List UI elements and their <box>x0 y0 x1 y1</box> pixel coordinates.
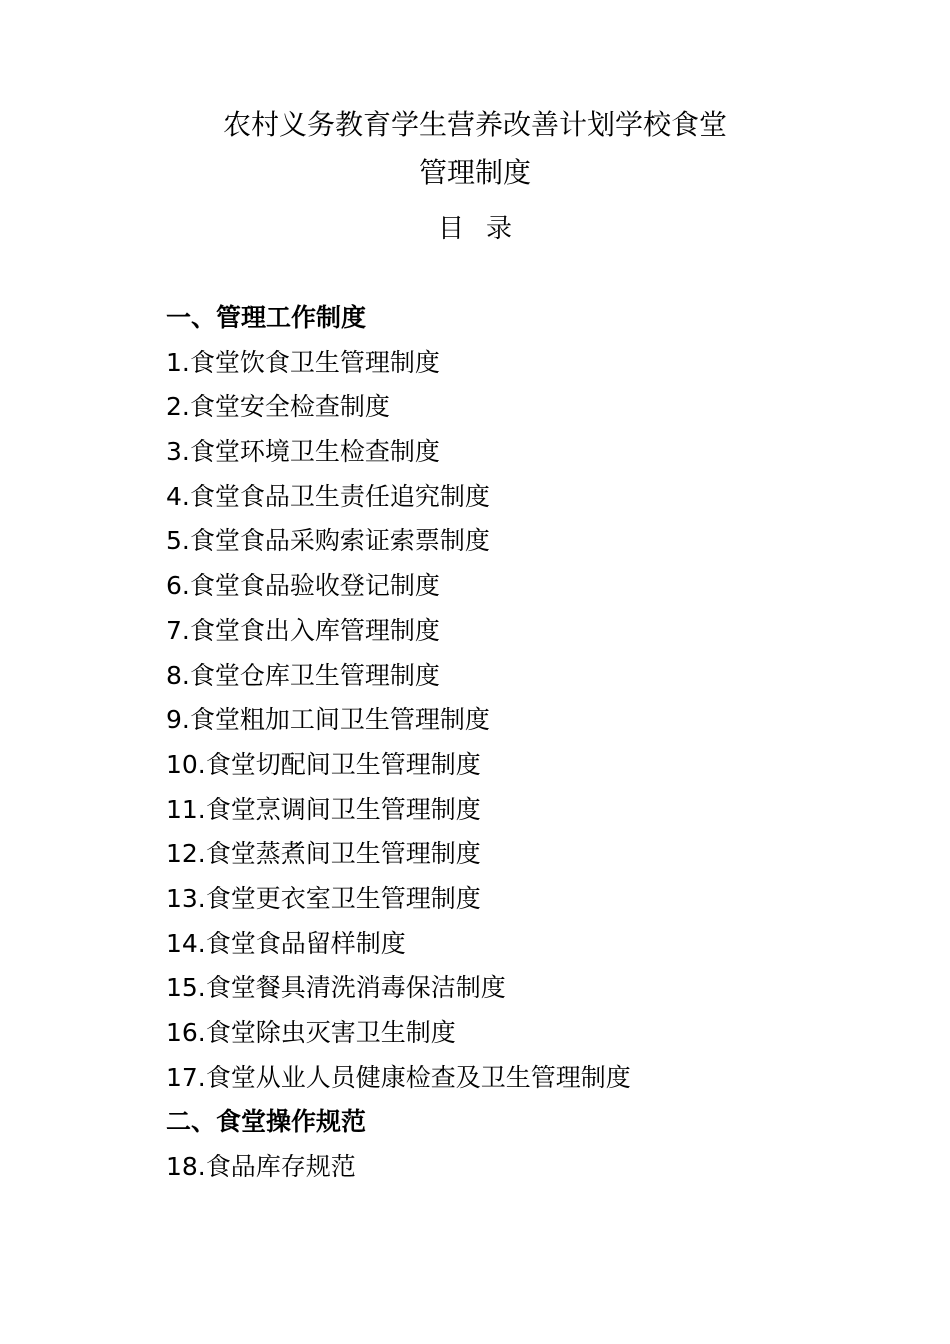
toc-item: 14.食堂食品留样制度 <box>166 928 406 958</box>
toc-section-heading: 一、管理工作制度 <box>166 303 367 332</box>
toc-item: 10.食堂切配间卫生管理制度 <box>166 749 481 779</box>
toc-item: 8.食堂仓库卫生管理制度 <box>166 660 440 690</box>
toc-item: 16.食堂除虫灭害卫生制度 <box>166 1018 456 1047</box>
toc-item: 12.食堂蒸煮间卫生管理制度 <box>166 839 481 869</box>
toc-item: 15.食堂餐具清洗消毒保洁制度 <box>166 973 506 1003</box>
toc-item: 3.食堂环境卫生检查制度 <box>166 437 440 467</box>
toc-item: 4.食堂食品卫生责任追究制度 <box>166 481 490 511</box>
toc-heading: 目录 <box>437 214 534 244</box>
toc-item: 7.食堂食出入库管理制度 <box>166 615 440 645</box>
toc-item: 18.食品库存规范 <box>166 1152 356 1182</box>
toc-item: 11.食堂烹调间卫生管理制度 <box>166 794 481 824</box>
toc-item: 5.食堂食品采购索证索票制度 <box>166 526 490 556</box>
toc-item: 2.食堂安全检查制度 <box>166 392 390 422</box>
document-title-line-1: 农村义务教育学生营养改善计划学校食堂 <box>222 108 727 141</box>
toc-section-heading: 二、食堂操作规范 <box>166 1107 367 1137</box>
toc-item: 9.食堂粗加工间卫生管理制度 <box>166 705 490 735</box>
toc-item: 13.食堂更衣室卫生管理制度 <box>166 883 481 913</box>
document-title-line-2: 管理制度 <box>418 156 531 189</box>
toc-item: 17.食堂从业人员健康检查及卫生管理制度 <box>166 1062 631 1092</box>
toc-item: 6.食堂食品验收登记制度 <box>166 571 440 601</box>
table-of-contents <box>166 299 866 1193</box>
toc-item: 1.食堂饮食卫生管理制度 <box>166 347 440 377</box>
